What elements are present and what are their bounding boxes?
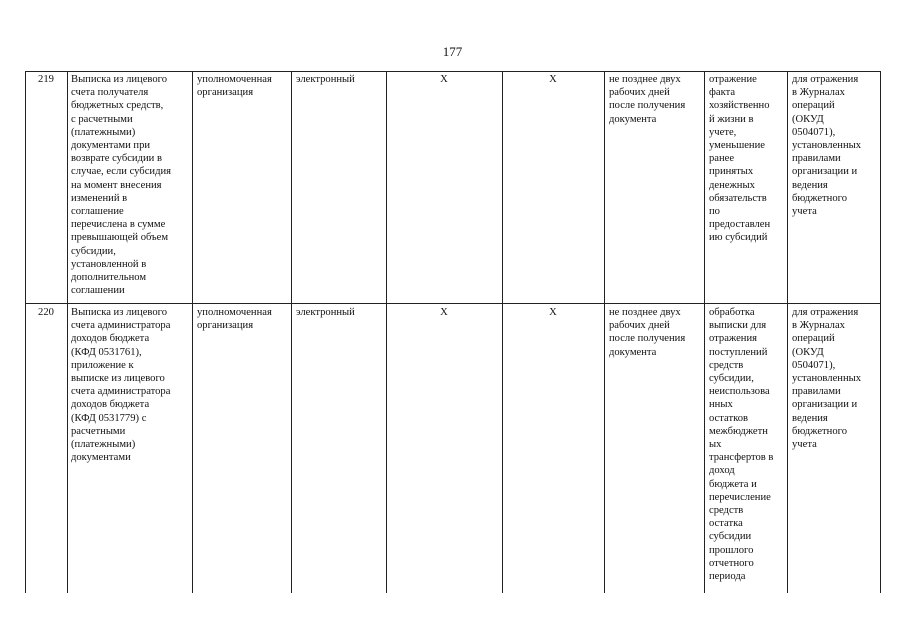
document-format: электронный [296, 307, 355, 318]
cell-x-mark: X [440, 74, 448, 85]
responsible-party: уполномоченная организация [197, 74, 272, 99]
row-divider [25, 303, 881, 304]
page-number: 177 [442, 44, 463, 59]
cell-x-mark: X [549, 307, 557, 318]
submission-deadline: не позднее двух рабочих дней после получения документа [609, 74, 686, 125]
row-number: 220 [38, 307, 54, 318]
accounting-registers: для отражения в Журналах операций (ОКУД 0504071), установленных правилами организации и ведения бюджетного учета [792, 74, 862, 218]
cell-x-mark: X [549, 74, 557, 85]
cell-x-mark: X [440, 307, 448, 318]
document-name: Выписка из лицевого счета получателя бюджетных средств, с расчетными (платежными) документами при возврате субсидии в случае, если субсидия на момент внесения изменений в соглашение перечислена в сумме превышающей объем субсидии, установленной в дополнительном соглашении [71, 74, 171, 297]
responsible-party: уполномоченная организация [197, 307, 272, 332]
row-number: 219 [38, 74, 54, 85]
column-divider [67, 71, 68, 593]
processing-purpose: обработка выписки для отражения поступлений средств субсидии, неиспользова нных остатков межбюджетн ых трансфертов в доход бюджета и перечисление средств остатка субсидии прошлого отчетного периода [709, 307, 774, 583]
table-border-left [25, 71, 26, 593]
table-border-right [880, 71, 881, 593]
column-divider [502, 71, 503, 593]
column-divider [604, 71, 605, 593]
submission-deadline: не позднее двух рабочих дней после получения документа [609, 307, 686, 358]
processing-purpose: отражение факта хозяйственно й жизни в учете, уменьшение ранее принятых денежных обязательств по предоставлен ию субсидий [709, 74, 771, 244]
document-format: электронный [296, 74, 355, 85]
column-divider [386, 71, 387, 593]
table-border-top [25, 71, 881, 72]
column-divider [291, 71, 292, 593]
accounting-registers: для отражения в Журналах операций (ОКУД 0504071), установленных правилами организации и ведения бюджетного учета [792, 307, 862, 451]
document-table [25, 71, 881, 593]
document-name: Выписка из лицевого счета администратора доходов бюджета (КФД 0531761), приложение к выписке из лицевого счета администратора доходов бюджета (КФД 0531779) с расчетными (платежными) документами [71, 307, 171, 464]
